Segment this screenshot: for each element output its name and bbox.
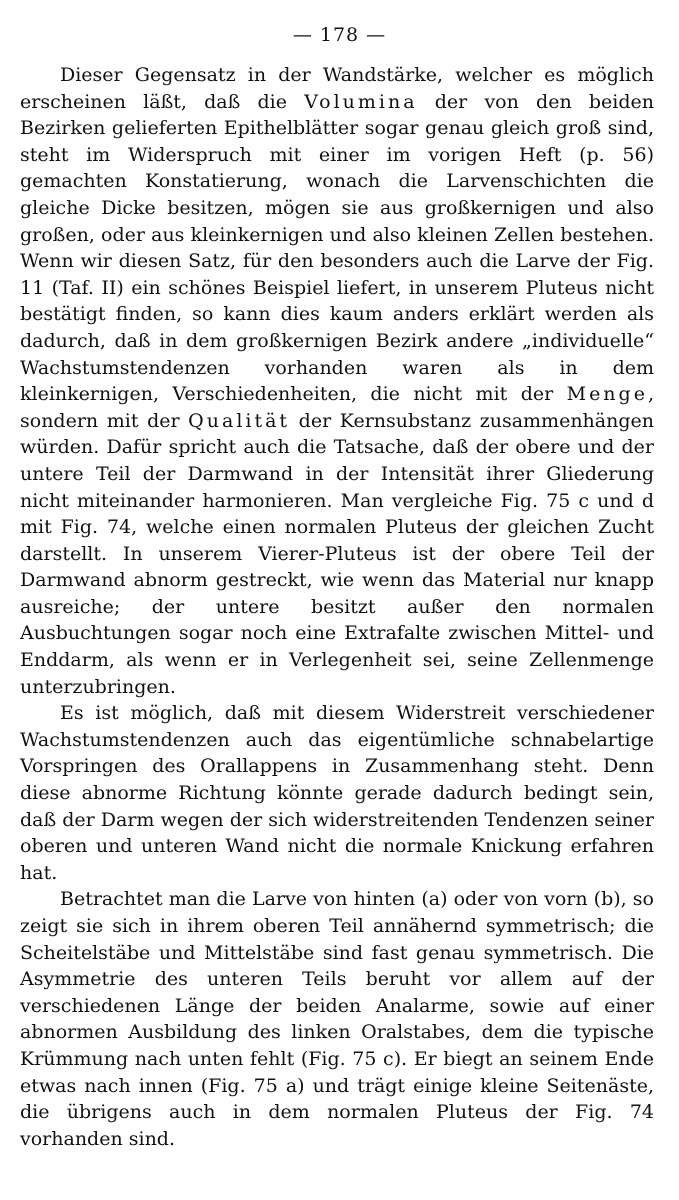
text-segment: Dieser Gegensatz in der Wandstärke, welcher es möglich erscheinen läßt, daß die bbox=[20, 64, 654, 113]
paragraph-2 bbox=[20, 700, 654, 886]
text-segment: der von den beiden Bezirken gelieferten Epithelblätter sogar genau gleich groß sind, steht im Widerspruch mit einer im vorigen Heft (p. 56) gemachten Konstatierung, wonach die Larvenschichten die gleiche Dicke besitzen, mögen sie aus großkernigen und also großen, oder aus kleinkernigen und also kleinen Zellen bestehen. Wenn wir diesen Satz, für den besonders auch die Larve der Fig. 11 (Taf. II) ein schönes Beispiel liefert, in unserem Pluteus nicht bestätigt finden, so kann dies kaum anders erklärt werden als dadurch, daß in dem großkernigen Bezirk andere „individuelle“ Wachstumstendenzen vorhanden waren als in dem kleinkernigen, Verschiedenheiten, die nicht mit der bbox=[20, 90, 654, 406]
body-text bbox=[20, 62, 654, 1152]
text-segment: , sondern mit der bbox=[20, 383, 654, 432]
paragraph-3 bbox=[20, 886, 654, 1152]
text-segment: Es ist möglich, daß mit diesem Widerstreit verschiedener Wachstumstendenzen auch das eigentümliche schnabelartige Vorspringen des Orallappens in Zusammenhang steht. Denn diese abnorme Richtung könnte gerade dadurch bedingt sein, daß der Darm wegen der sich widerstreitenden Tendenzen seiner oberen und unteren Wand nicht die normale Knickung erfahren hat. bbox=[20, 702, 654, 884]
emphasized-word-menge: Menge bbox=[566, 383, 648, 406]
text-segment: Betrachtet man die Larve von hinten (a) oder von vorn (b), so zeigt sie sich in ihrem oberen Teil annähernd symmetrisch; die Scheitelstäbe und Mittelstäbe sind fast genau symmetrisch. Die Asymmetrie des unteren Teils beruht vor allem auf der verschiedenen Länge der beiden Analarme, sowie auf einer abnormen Ausbildung des linken Oralstabes, dem die typische Krümmung nach unten fehlt (Fig. 75 c). Er biegt an seinem Ende etwas nach innen (Fig. 75 a) und trägt einige kleine Seitenäste, die übrigens auch in dem normalen Pluteus der Fig. 74 vorhanden sind. bbox=[20, 888, 654, 1150]
text-segment: der Kernsubstanz zusammenhängen würden. Dafür spricht auch die Tatsache, daß der obere und der untere Teil der Darmwand in der Intensität ihrer Gliederung nicht miteinander harmonieren. Man vergleiche Fig. 75 c und d mit Fig. 74, welche einen normalen Pluteus der gleichen Zucht darstellt. In unserem Vierer-Pluteus ist der obere Teil der Darmwand abnorm gestreckt, wie wenn das Material nur knapp ausreiche; der untere besitzt außer den normalen Ausbuchtungen sogar noch eine Extrafalte zwischen Mittel- und Enddarm, als wenn er in Verlegenheit sei, seine Zellenmenge unterzubringen. bbox=[20, 409, 655, 698]
emphasized-word-volumina: Volumina bbox=[304, 90, 418, 113]
paragraph-1 bbox=[20, 62, 654, 700]
page-number: — 178 — bbox=[292, 24, 387, 46]
emphasized-word-qualitaet: Qualität bbox=[188, 409, 291, 432]
